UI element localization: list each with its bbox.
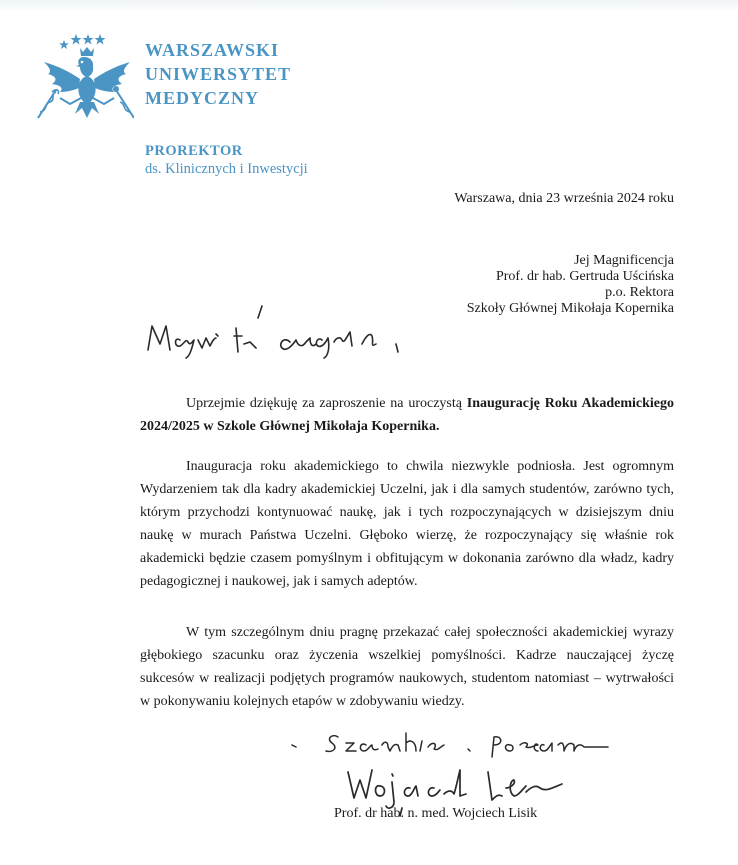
signer-name: Prof. dr hab. n. med. Wojciech Lisik	[334, 806, 538, 821]
university-name-line: WARSZAWSKI	[145, 40, 280, 60]
eagle-emblem-icon	[30, 32, 134, 124]
office-title: PROREKTOR	[145, 143, 243, 159]
addressee-block	[467, 253, 674, 317]
paragraph-inauguration	[140, 455, 674, 593]
university-name	[145, 38, 291, 110]
handwritten-closing	[288, 725, 618, 759]
university-name-line: MEDYCZNY	[145, 88, 259, 108]
university-name-line: UNIWERSYTET	[145, 64, 292, 84]
office-subtitle: ds. Klinicznych i Inwestycji	[145, 161, 308, 177]
event-name: Inaugurację Roku Akademickiego 2024/2025 w Szkole Głównej Mikołaja Kopernika.	[140, 396, 674, 434]
paragraph-invitation	[140, 392, 674, 438]
office-block	[145, 142, 308, 178]
addressee-line: Prof. dr hab. Gertruda Uścińska	[495, 269, 674, 284]
scan-edge	[0, 0, 738, 12]
paragraph-text: Inauguracja roku akademickiego to chwila niezwykle podniosła. Jest ogromnym Wydarzeniem tak dla kadry akademickiej Uczelni, jak i dla samych studentów, zarówno tych, którym przychodzi kontynuować naukę, jak i tych rozpoczynających w dzisiejszym dniu naukę w murach Państwa Uczelni. Głęboko wierzę, że rozpoczynający się właśnie rok akademicki będzie czasem pomyślnym i obfitującym w dokonania zarówno dla władz, kadry pedagogicznej i naukowej, jak i samych adeptów.	[140, 459, 674, 589]
addressee-line: p.o. Rektora	[605, 285, 674, 300]
paragraph-wishes	[140, 621, 674, 713]
addressee-line: Jej Magnificencja	[574, 253, 674, 268]
date-line: Warszawa, dnia 23 września 2024 roku	[454, 191, 674, 206]
handwritten-salutation	[140, 292, 440, 364]
paragraph-text: Uprzejmie dziękuję za zaproszenie na uroczystą	[186, 396, 467, 411]
paragraph-text: W tym szczególnym dniu pragnę przekazać całej społeczności akademickiej wyrazy głębokiego szacunku oraz życzenia wszelkiej pomyślności. Kadrze nauczającej życzę sukcesów w realizacji podjętych programów naukowych, studentom natomiast – wytrwałości w pokonywaniu kolejnych etapów w zdobywaniu wiedzy.	[140, 625, 674, 709]
addressee-line: Szkoły Głównej Mikołaja Kopernika	[466, 301, 674, 316]
